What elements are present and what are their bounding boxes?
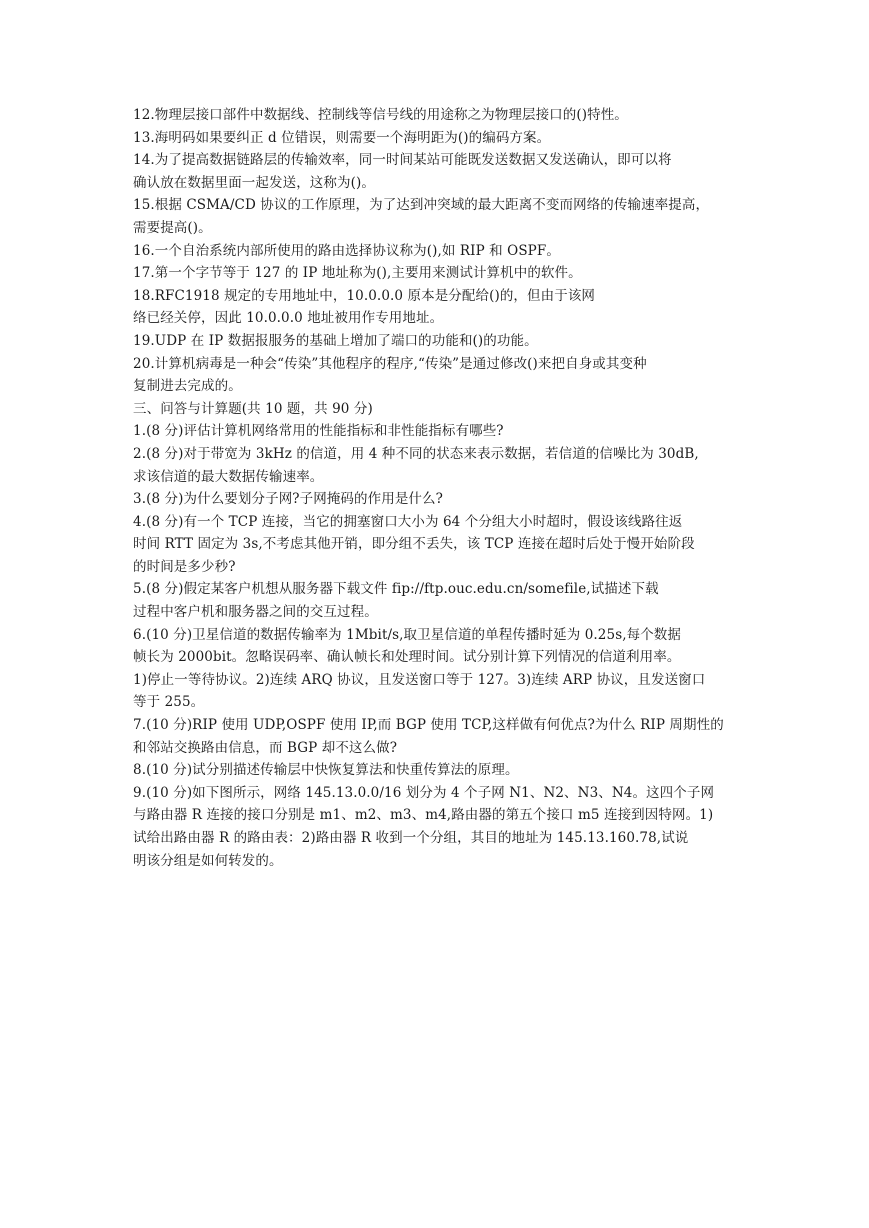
text-line: 等于 255。 <box>133 694 205 711</box>
text-line: 13.海明码如果要纠正 d 位错误，则需要一个海明距为()的编码方案。 <box>133 129 551 146</box>
text-line: 需要提高()。 <box>133 219 212 236</box>
text-line: 时间 RTT 固定为 3s,不考虑其他开销，即分组不丢失，该 TCP 连接在超时后处于慢开始阶段 <box>133 536 695 553</box>
text-line: 试给出路由器 R 的路由表：2)路由器 R 收到一个分组，其目的地址为 145.13.160.78,试说 <box>133 830 689 846</box>
text-line: 1.(8 分)评估计算机网络常用的性能指标和非性能指标有哪些? <box>133 423 504 440</box>
text-line: 19.UDP 在 IP 数据报服务的基础上增加了端口的功能和()的功能。 <box>133 332 538 349</box>
text-line: 的时间是多少秒? <box>133 558 236 575</box>
text-line: 4.(8 分)有一个 TCP 连接，当它的拥塞窗口大小为 64 个分组大小时超时，假设该线路往返 <box>133 513 683 530</box>
text-line: 18.RFC1918 规定的专用地址中，10.0.0.0 原本是分配给()的，但由于该网 <box>133 287 596 304</box>
text-line: 与路由器 R 连接的接口分别是 m1、m2、m3、m4,路由器的第五个接口 m5 连接到因特网。1) <box>133 807 714 824</box>
text-line: 17.第一个字节等于 127 的 IP 地址称为(),主要用来测试计算机中的软件。 <box>133 265 582 282</box>
text-line: 5.(8 分)假定某客户机想从服务器下载文件 fip://ftp.ouc.edu.cn/somefile,试描述下载 <box>133 581 659 598</box>
text-line: 复制进去完成的。 <box>133 378 242 395</box>
text-line: 2.(8 分)对于带宽为 3kHz 的信道，用 4 种不同的状态来表示数据，若信道的信噪比为 30dB, <box>133 445 699 462</box>
text-line: 14.为了提高数据链路层的传输效率，同一时间某站可能既发送数据又发送确认，即可以将 <box>133 152 672 169</box>
text-line: 7.(10 分)RIP 使用 UDP,OSPF 使用 IP,而 BGP 使用 TCP,这样做有何优点?为什么 RIP 周期性的 <box>133 717 724 734</box>
text-line: 12.物理层接口部件中数据线、控制线等信号线的用途称之为物理层接口的()特性。 <box>133 107 628 123</box>
text-line: 20.计算机病毒是一种会“传染”其他程序的程序,“传染”是通过修改()来把自身或其变种 <box>133 355 647 372</box>
text-line: 明该分组是如何转发的。 <box>133 852 283 869</box>
text-line: 络已经关停，因此 10.0.0.0 地址被用作专用地址。 <box>133 310 444 327</box>
text-line: 确认放在数据里面一起发送，这称为()。 <box>133 174 375 191</box>
text-line: 16.一个自治系统内部所使用的路由选择协议称为(),如 RIP 和 OSPF。 <box>133 242 560 259</box>
text-line: 过程中客户机和服务器之间的交互过程。 <box>133 604 378 621</box>
section-heading: 三、问答与计算题(共 10 题，共 90 分) <box>133 400 373 417</box>
text-line: 6.(10 分)卫星信道的数据传输率为 1Mbit/s,取卫星信道的单程传播时延为 0.25s,每个数据 <box>133 626 682 643</box>
text-line: 和邻站交换路由信息，而 BGP 却不这么做? <box>133 739 398 756</box>
text-line: 1)停止一等待协议。2)连续 ARQ 协议，且发送窗口等于 127。3)连续 ARP 协议，且发送窗口 <box>133 671 706 688</box>
text-line: 求该信道的最大数据传输速率。 <box>133 468 324 485</box>
exam-text-block <box>133 104 737 872</box>
text-line: 3.(8 分)为什么要划分子网?子网掩码的作用是什么? <box>133 491 443 508</box>
text-line: 帧长为 2000bit。忽略误码率、确认帧长和处理时间。试分别计算下列情况的信道利用率。 <box>133 649 681 666</box>
text-line: 9.(10 分)如下图所示，网络 145.13.0.0/16 划分为 4 个子网 N1、N2、N3、N4。这四个子网 <box>133 784 715 801</box>
text-line: 8.(10 分)试分别描述传输层中快恢复算法和快重传算法的原理。 <box>133 762 519 779</box>
text-line: 15.根据 CSMA/CD 协议的工作原理，为了达到冲突域的最大距离不变而网络的传输速率提高， <box>133 197 710 214</box>
